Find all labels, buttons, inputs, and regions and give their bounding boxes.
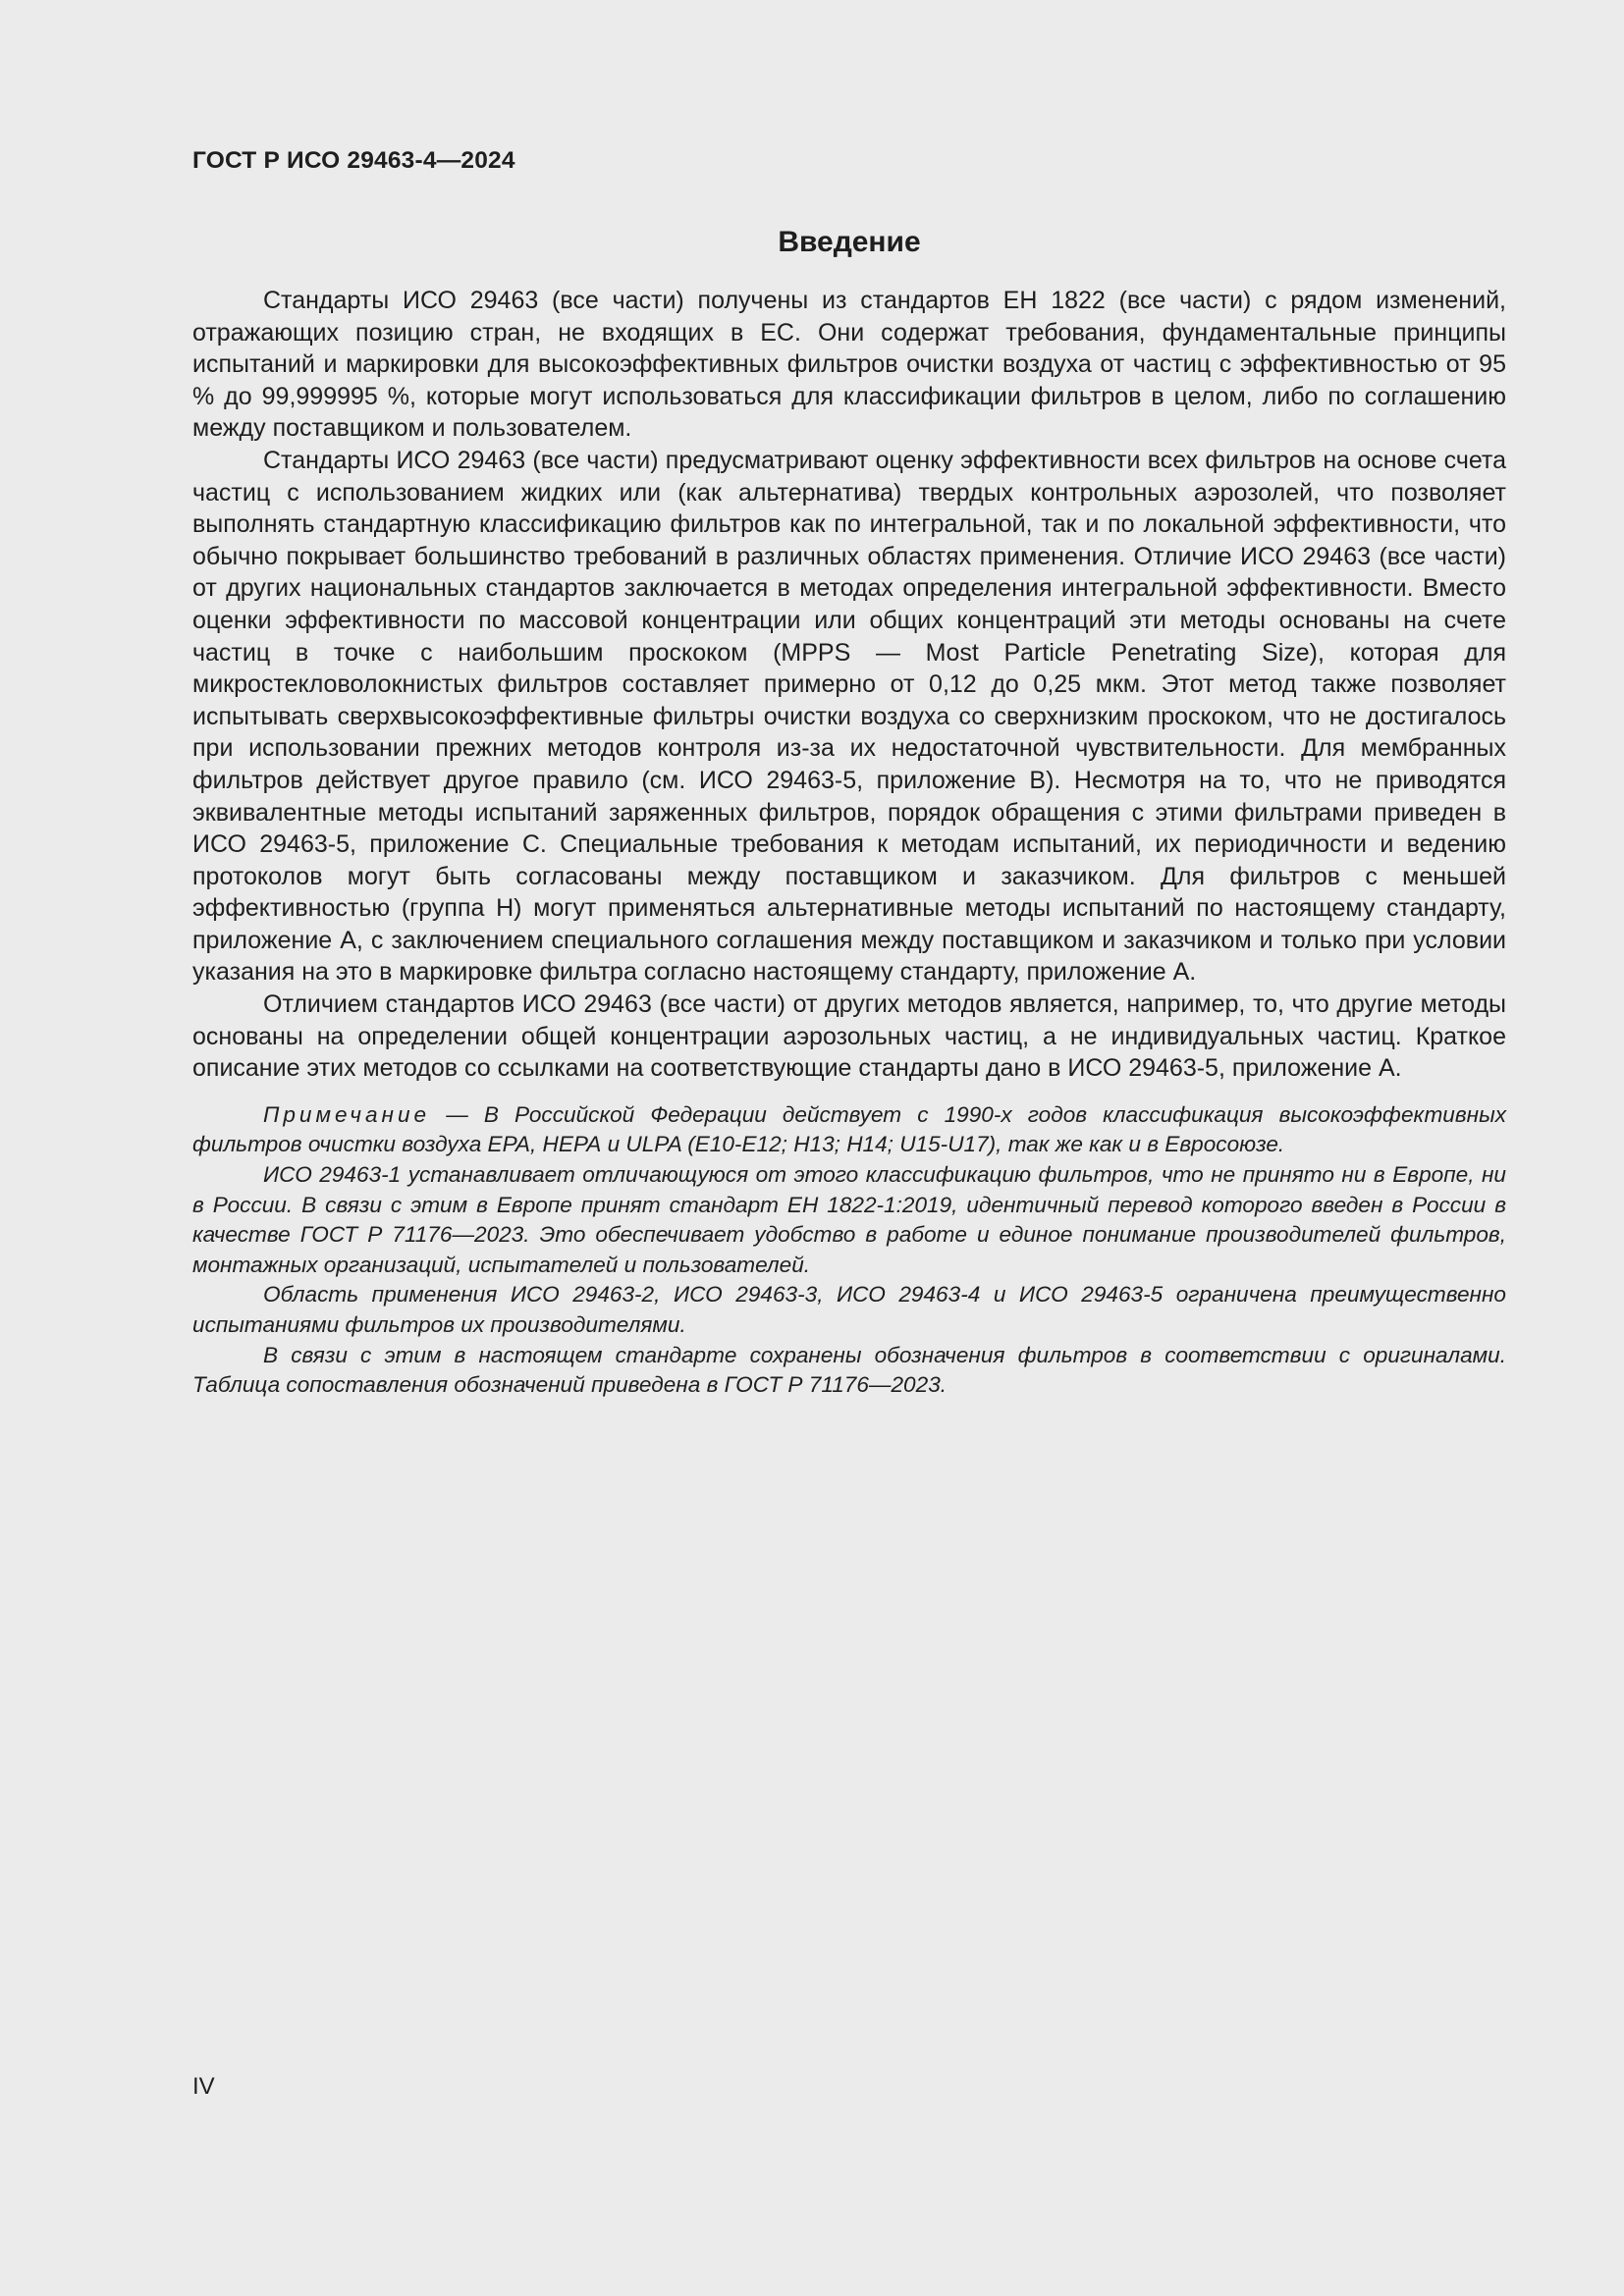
- note: В связи с этим в настоящем стандарте сохранены обозначения фильтров в соответствии с оригиналами. Таблица сопоставления обозначений приведена в ГОСТ Р 71176—2023.: [192, 1342, 1506, 1398]
- notes-block: [192, 1100, 1506, 1401]
- note: ИСО 29463-1 устанавливает отличающуюся от этого классификацию фильтров, что не принято ни в Европе, ни в России. В связи с этим в Европе принят стандарт ЕН 1822-1:2019, идентичный перевод которого введен в России в качестве ГОСТ Р 71176—2023. Это обеспечивает удобство в работе и единое понимание производителей фильтров, монтажных организаций, испытателей и пользователей.: [192, 1162, 1506, 1277]
- document-header: ГОСТ Р ИСО 29463-4—2024: [192, 147, 515, 174]
- note: Область применения ИСО 29463-2, ИСО 29463-3, ИСО 29463-4 и ИСО 29463-5 ограничена преимущественно испытаниями фильтров их производителями.: [192, 1282, 1506, 1337]
- paragraph: Стандарты ИСО 29463 (все части) предусматривают оценку эффективности всех фильтров на основе счета частиц с использованием жидких или (как альтернатива) твердых контрольных аэрозолей, что позволяет выполнять стандартную классификацию фильтров как по интегральной, так и по локальной эффективности, что обычно покрывает большинство требований в различных областях применения. Отличие ИСО 29463 (все части) от других национальных стандартов заключается в методах определения интегральной эффективности. Вместо оценки эффективности по массовой концентрации или общих концентраций эти методы основаны на счете частиц в точке с наибольшим проскоком (MPPS — Most Particle Penetrating Size), которая для микростекловолокнистых фильтров составляет примерно от 0,12 до 0,25 мкм. Этот метод также позволяет испытывать сверхвысокоэффективные фильтры очистки воздуха со сверхнизким проскоком, что не достигалось при использовании прежних методов контроля из-за их недостаточной чувствительности. Для мембранных фильтров действует другое правило (см. ИСО 29463-5, приложение В). Несмотря на то, что не приводятся эквивалентные методы испытаний заряженных фильтров, порядок обращения с этими фильтрами приведен в ИСО 29463-5, приложение С. Специальные требования к методам испытаний, их периодичности и ведению протоколов могут быть согласованы между поставщиком и заказчиком. Для фильтров с меньшей эффективностью (группа Н) могут применяться альтернативные методы испытаний по настоящему стандарту, приложение А, с заключением специального соглашения между поставщиком и заказчиком и только при условии указания на это в маркировке фильтра согласно настоящему стандарту, приложение А.: [192, 446, 1506, 987]
- note: [192, 1100, 1506, 1160]
- paragraph: Отличием стандартов ИСО 29463 (все части) от других методов является, например, то, что другие методы основаны на определении общей концентрации аэрозольных частиц, а не индивидуальных частиц. Краткое описание этих методов со ссылками на соответствующие стандарты дано в ИСО 29463-5, приложение А.: [192, 990, 1506, 1083]
- paragraph: Стандарты ИСО 29463 (все части) получены из стандартов ЕН 1822 (все части) с рядом изменений, отражающих позицию стран, не входящих в ЕС. Они содержат требования, фундаментальные принципы испытаний и маркировки для высокоэффективных фильтров очистки воздуха от частиц с эффективностью от 95 % до 99,999995 %, которые могут использоваться для классификации фильтров в целом, либо по соглашению между поставщиком и пользователем.: [192, 287, 1506, 443]
- note-label: Примечание: [263, 1101, 431, 1127]
- page-number: IV: [192, 2073, 215, 2100]
- document-body: [192, 285, 1506, 1401]
- note-text: — В Российской Федерации действует с 1990-х годов классификация высокоэффективных фильтров очистки воздуха ЕРА, НЕРА и ULPA (Е10-Е12; Н13; Н14; U15-U17), так же как и в Евросоюзе.: [192, 1101, 1506, 1157]
- section-title: Введение: [778, 226, 921, 258]
